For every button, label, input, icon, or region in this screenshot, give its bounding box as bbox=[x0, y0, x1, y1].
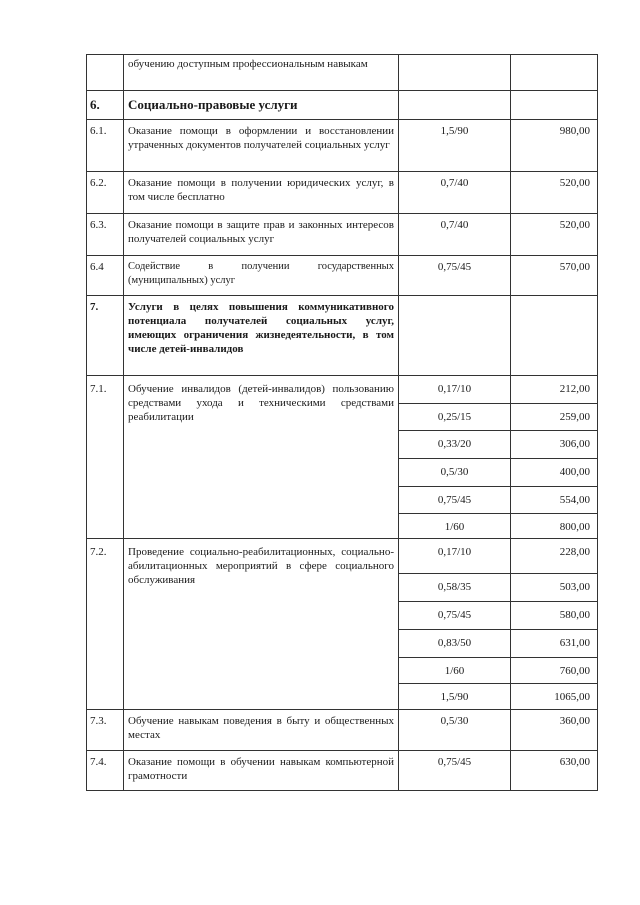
table-row bbox=[87, 376, 598, 404]
price-value: 228,00 bbox=[511, 539, 598, 574]
table-row bbox=[87, 710, 598, 751]
section-number: 7. bbox=[87, 296, 124, 376]
time-value: 0,75/45 bbox=[399, 256, 511, 296]
section-row bbox=[87, 91, 598, 120]
table-row bbox=[87, 256, 598, 296]
price-value: 212,00 bbox=[511, 376, 598, 404]
time-value: 0,83/50 bbox=[399, 630, 511, 658]
row-number: 7.1. bbox=[87, 376, 124, 539]
time-value: 0,58/35 bbox=[399, 574, 511, 602]
service-name: Содействие в получении государственных (муниципальных) услуг bbox=[124, 256, 399, 296]
price-value: 520,00 bbox=[511, 214, 598, 256]
price-value: 554,00 bbox=[511, 487, 598, 514]
price-value bbox=[511, 91, 598, 120]
price-value: 520,00 bbox=[511, 172, 598, 214]
service-name: Обучение навыкам поведения в быту и общественных местах bbox=[124, 710, 399, 751]
time-value: 0,75/45 bbox=[399, 487, 511, 514]
time-value bbox=[399, 296, 511, 376]
service-name: Оказание помощи в защите прав и законных интересов получателей социальных услуг bbox=[124, 214, 399, 256]
time-value: 1,5/90 bbox=[399, 684, 511, 710]
price-value: 630,00 bbox=[511, 751, 598, 791]
price-value bbox=[511, 296, 598, 376]
price-value: 259,00 bbox=[511, 404, 598, 431]
time-value: 1,5/90 bbox=[399, 120, 511, 172]
section-row bbox=[87, 296, 598, 376]
services-tariff-table bbox=[86, 54, 598, 791]
service-name: Оказание помощи в оформлении и восстановлении утраченных документов получателей социальных услуг bbox=[124, 120, 399, 172]
section-title: Социально-правовые услуги bbox=[124, 91, 399, 120]
price-value: 1065,00 bbox=[511, 684, 598, 710]
price-value bbox=[511, 55, 598, 91]
row-number: 6.3. bbox=[87, 214, 124, 256]
time-value: 0,75/45 bbox=[399, 751, 511, 791]
time-value: 0,7/40 bbox=[399, 214, 511, 256]
row-number: 6.2. bbox=[87, 172, 124, 214]
time-value: 0,5/30 bbox=[399, 459, 511, 487]
time-value: 0,17/10 bbox=[399, 539, 511, 574]
time-value: 0,17/10 bbox=[399, 376, 511, 404]
time-value bbox=[399, 91, 511, 120]
time-value: 0,5/30 bbox=[399, 710, 511, 751]
table-row bbox=[87, 214, 598, 256]
time-value: 1/60 bbox=[399, 514, 511, 539]
section-title: Услуги в целях повышения коммуникативного потенциала получателей социальных услуг, имеющих ограничения жизнедеятельности, в том числе детей-инвалидов bbox=[124, 296, 399, 376]
row-number: 6.4 bbox=[87, 256, 124, 296]
table-row bbox=[87, 539, 598, 574]
time-value: 0,7/40 bbox=[399, 172, 511, 214]
service-name: Обучение инвалидов (детей-инвалидов) пользованию средствами ухода и техническими средствами реабилитации bbox=[124, 376, 399, 539]
price-value: 570,00 bbox=[511, 256, 598, 296]
price-value: 980,00 bbox=[511, 120, 598, 172]
row-number: 6.1. bbox=[87, 120, 124, 172]
service-name: Проведение социально-реабилитационных, социально-абилитационных мероприятий в сфере социального обслуживания bbox=[124, 539, 399, 710]
row-number bbox=[87, 55, 124, 91]
section-number: 6. bbox=[87, 91, 124, 120]
time-value: 0,25/15 bbox=[399, 404, 511, 431]
table-row bbox=[87, 120, 598, 172]
price-value: 800,00 bbox=[511, 514, 598, 539]
price-value: 631,00 bbox=[511, 630, 598, 658]
price-value: 306,00 bbox=[511, 431, 598, 459]
row-number: 7.3. bbox=[87, 710, 124, 751]
row-number: 7.2. bbox=[87, 539, 124, 710]
price-value: 400,00 bbox=[511, 459, 598, 487]
row-number: 7.4. bbox=[87, 751, 124, 791]
table-row bbox=[87, 751, 598, 791]
service-name: обучению доступным профессиональным навыкам bbox=[124, 55, 399, 91]
table-row bbox=[87, 172, 598, 214]
service-name: Оказание помощи в получении юридических услуг, в том числе бесплатно bbox=[124, 172, 399, 214]
price-value: 580,00 bbox=[511, 602, 598, 630]
service-name: Оказание помощи в обучении навыкам компьютерной грамотности bbox=[124, 751, 399, 791]
time-value bbox=[399, 55, 511, 91]
price-value: 503,00 bbox=[511, 574, 598, 602]
price-value: 360,00 bbox=[511, 710, 598, 751]
price-value: 760,00 bbox=[511, 658, 598, 684]
table-row bbox=[87, 55, 598, 91]
time-value: 1/60 bbox=[399, 658, 511, 684]
time-value: 0,75/45 bbox=[399, 602, 511, 630]
time-value: 0,33/20 bbox=[399, 431, 511, 459]
